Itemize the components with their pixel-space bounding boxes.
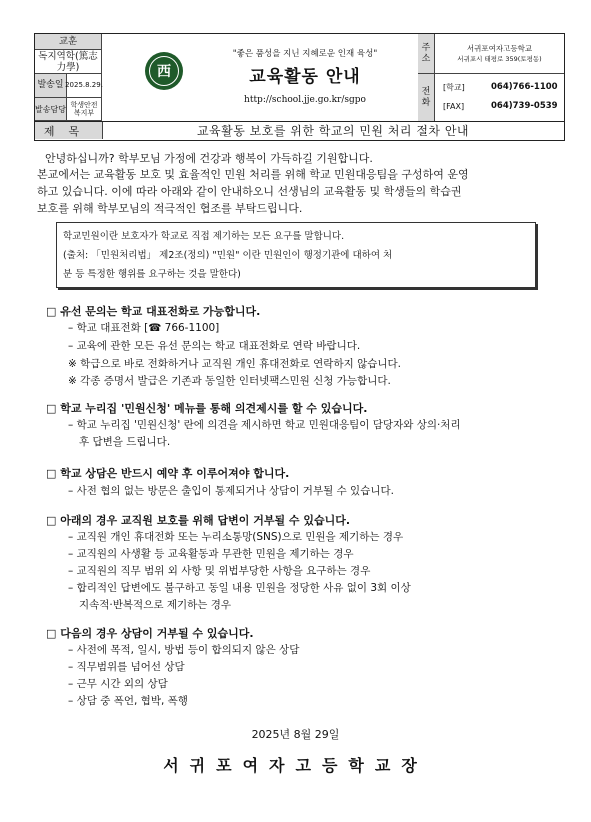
list-item: – 합리적인 답변에도 불구하고 동일 내용 민원을 정당한 사유 없이 3회 이상	[68, 582, 411, 594]
note-line-2: (출처: 「민원처리법」 제2조(정의) "민원" 이란 민원인이 행정기관에 대하여 처	[63, 250, 393, 261]
issue-date-footer: 2025년 8월 29일	[251, 728, 340, 741]
subject-title: 교육활동 보호를 위한 학교의 민원 처리 절차 안내	[196, 124, 470, 138]
logo-emblem: 西	[149, 56, 179, 86]
list-item: ※ 각종 증명서 발급은 기존과 동일한 인터넷팩스민원 신청 가능합니다.	[68, 375, 391, 387]
intro-line-2: 하고 있습니다. 이에 따라 아래와 같이 안내하오니 선생님의 교육활동 및 학생들의 학습권	[37, 185, 462, 198]
phone-label: 전화	[418, 74, 435, 121]
note-line-3: 분 등 특정한 행위를 요구하는 것을 말한다)	[63, 269, 241, 280]
issue-date-label: 발송일	[35, 74, 67, 98]
school-motto-label: 교훈	[35, 34, 102, 50]
list-item: – 상담 중 폭언, 협박, 폭행	[68, 695, 188, 707]
address-line-2: 서귀포시 태평로 359(토평동)	[457, 54, 542, 63]
list-item: – 교직원의 직무 범위 외 사항 및 위법부당한 사항을 요구하는 경우	[68, 565, 371, 577]
school-url[interactable]: http://school.jje.go.kr/sgpo	[244, 95, 366, 105]
note-line-1: 학교민원이란 보호자가 학교로 직접 제기하는 모든 요구를 말합니다.	[63, 231, 345, 242]
fax-number: 064)739-0539	[491, 101, 558, 111]
fax-label: [FAX]	[443, 102, 465, 111]
definition-note-box	[56, 222, 536, 288]
issue-date: 2025.8.29.	[67, 74, 102, 98]
department-label: 발송담당	[35, 98, 67, 121]
list-item: – 교직원 개인 휴대전화 또는 누리소통망(SNS)으로 민원을 제기하는 경우	[68, 531, 404, 543]
section-heading: □ 유선 문의는 학교 대표전화로 가능합니다.	[46, 305, 261, 318]
list-item: ※ 학급으로 바로 전화하거나 교직원 개인 휴대전화로 연락하지 않습니다.	[68, 358, 401, 370]
school-logo	[145, 52, 183, 90]
intro-line-3: 보호를 위해 학부모님의 적극적인 협조를 부탁드립니다.	[37, 202, 303, 215]
office-label: [학교]	[443, 83, 465, 92]
phone-block	[435, 74, 564, 121]
subject-row	[34, 122, 565, 141]
list-item: – 교직원의 사생활 등 교육활동과 무관한 민원을 제기하는 경우	[68, 548, 354, 560]
section-heading: □ 학교 상담은 반드시 예약 후 이루어져야 합니다.	[46, 467, 290, 480]
school-motto: 독지역학(篤志力學)	[35, 50, 102, 74]
list-item: – 직무범위를 넘어선 상담	[68, 661, 185, 673]
list-item: – 근무 시간 외의 상담	[68, 678, 168, 690]
section-heading: □ 아래의 경우 교직원 보호를 위해 답변이 거부될 수 있습니다.	[46, 514, 351, 527]
section-heading: □ 다음의 경우 상담이 거부될 수 있습니다.	[46, 627, 254, 640]
principal-signature: 서귀포여자고등학교장	[163, 756, 428, 775]
address	[435, 34, 564, 74]
subject-label: 제목	[35, 122, 103, 139]
intro-line-1: 본교에서는 교육활동 보호 및 효율적인 민원 처리를 위해 학교 민원대응팀을 구성하여 운영	[37, 168, 469, 181]
list-item: – 학교 대표전화 [☎ 766-1100]	[68, 322, 220, 334]
address-label: 주소	[418, 34, 435, 74]
list-item: 지속적·반복적으로 제기하는 경우	[79, 599, 232, 611]
office-phone: 064)766-1100	[491, 82, 558, 92]
list-item: – 사전에 목적, 일시, 방법 등이 합의되지 않은 상담	[68, 644, 300, 656]
department: 학생안전복지부	[67, 98, 102, 121]
section-heading: □ 학교 누리집 '민원신청' 메뉴를 통해 의견제시를 할 수 있습니다.	[46, 402, 368, 415]
slogan: "좋은 품성을 지닌 지혜로운 인재 육성"	[232, 49, 378, 59]
page-title: 교육활동 안내	[249, 67, 361, 87]
list-item: – 학교 누리집 '민원신청' 란에 의견을 제시하면 학교 민원대응팀이 담당자와 상의·처리	[68, 419, 461, 431]
address-line-1: 서귀포여자고등학교	[466, 43, 533, 53]
list-item: – 사전 협의 없는 방문은 출입이 통제되거나 상담이 거부될 수 있습니다.	[68, 485, 394, 497]
list-item: – 교육에 관한 모든 유선 문의는 학교 대표전화로 연락 바랍니다.	[68, 340, 361, 352]
list-item: 후 답변을 드립니다.	[79, 436, 171, 448]
greeting: 안녕하십니까? 학부모님 가정에 건강과 행복이 가득하길 기원합니다.	[45, 152, 373, 165]
